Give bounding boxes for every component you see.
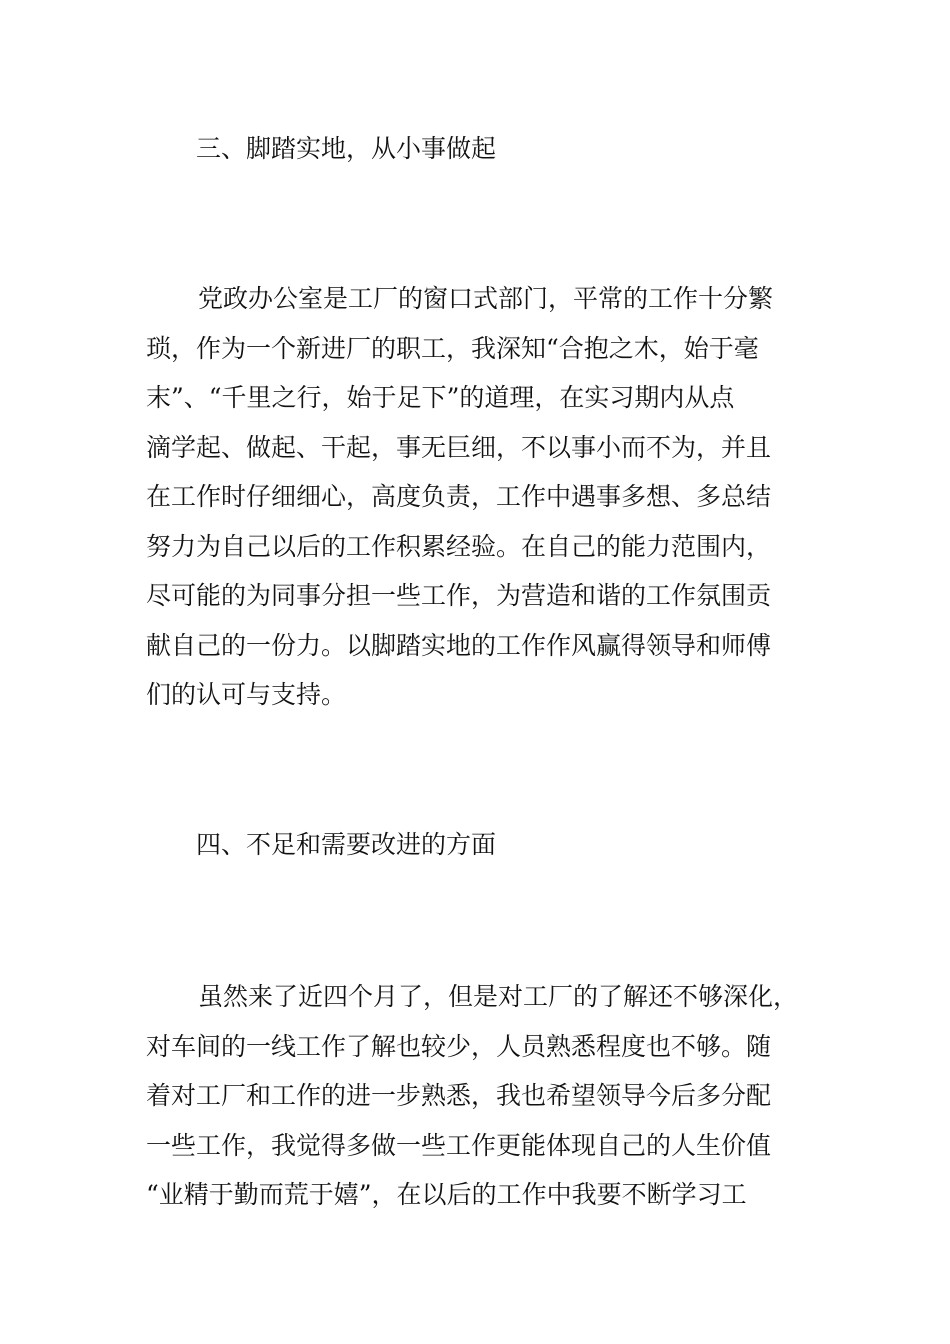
paragraph-line: 们的认可与支持。 xyxy=(146,680,347,709)
paragraph-line: 一些工作，我觉得多做一些工作更能体现自己的人生价值 xyxy=(146,1130,772,1160)
paragraph-line: 末”、“千里之行，始于足下”的道理，在实习期内从点 xyxy=(146,383,735,412)
paragraph-line: 党政办公室是工厂的窗口式部门，平常的工作十分繁 xyxy=(198,284,774,313)
paragraph-line: 对车间的一线工作了解也较少，人员熟悉程度也不够。随 xyxy=(146,1031,772,1061)
paragraph-line: 虽然来了近四个月了，但是对工厂的了解还不够深化， xyxy=(198,982,799,1011)
section-4-heading: 四、不足和需要改进的方面 xyxy=(196,830,497,859)
paragraph-line: 在工作时仔细细心，高度负责，工作中遇事多想、多总结 xyxy=(146,482,772,511)
section-4-paragraph xyxy=(146,972,816,1220)
paragraph-line: 滴学起、做起、干起，事无巨细，不以事小而不为，并且 xyxy=(146,432,772,462)
paragraph-line: 献自己的一份力。以脚踏实地的工作作风赢得领导和师傅 xyxy=(146,630,772,660)
paragraph-line: “业精于勤而荒于嬉”，在以后的工作中我要不断学习工 xyxy=(146,1180,747,1209)
paragraph-line: 努力为自己以后的工作积累经验。在自己的能力范围内， xyxy=(146,531,772,561)
section-3-paragraph xyxy=(146,274,816,720)
section-3-heading: 三、脚踏实地，从小事做起 xyxy=(196,134,497,163)
paragraph-line: 琐，作为一个新进厂的职工，我深知“合抱之木，始于毫 xyxy=(146,333,759,363)
paragraph-line: 尽可能的为同事分担一些工作，为营造和谐的工作氛围贡 xyxy=(146,581,772,610)
paragraph-line: 着对工厂和工作的进一步熟悉，我也希望领导今后多分配 xyxy=(146,1081,772,1110)
